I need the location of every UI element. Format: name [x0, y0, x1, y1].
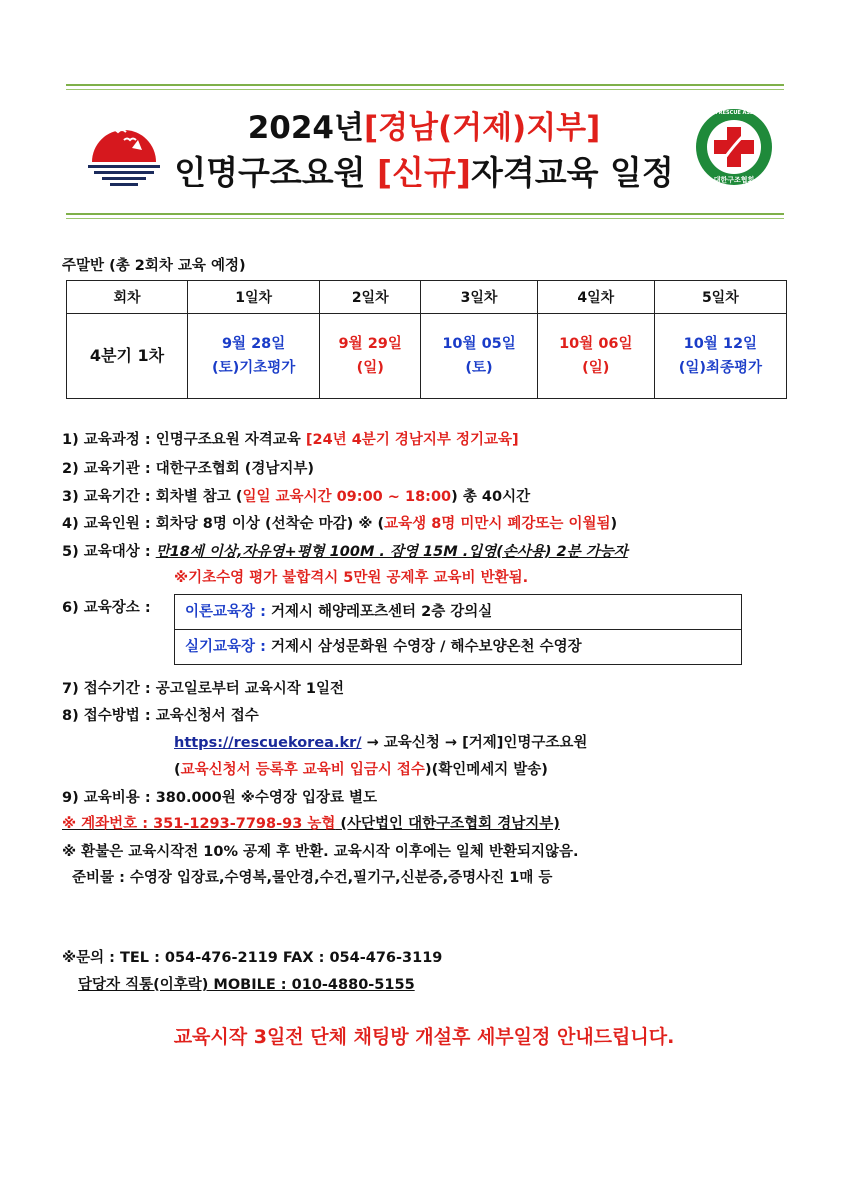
- item-reception-method: [62, 704, 259, 725]
- title-schedule: 자격교육 일정: [470, 153, 674, 192]
- item-target-text: 만18세 이상,자유영+평형 100M . 잠영 15M .입영(손사용) 2분 가능자: [155, 544, 628, 560]
- item-capacity-text: 회차당 8명 이상 (선착순 마감) ※ (: [155, 516, 385, 532]
- practice-label: 실기교육장 :: [185, 639, 271, 655]
- title-year: 2024년: [247, 110, 364, 146]
- item-capacity-red: 교육생 8명 미만시 폐강또는 이월됨: [384, 516, 611, 532]
- apply-path: [174, 731, 587, 752]
- apply-note: [174, 758, 548, 779]
- contact-phone: ※문의 : TEL : 054-476-2119 FAX : 054-476-3119: [62, 950, 443, 966]
- item-course-red: [24년 4분기 경남지부 정기교육]: [305, 432, 519, 448]
- title-line-2: [0, 147, 848, 194]
- title-course: 인명구조요원: [174, 153, 378, 192]
- header-day1: 1일차: [188, 281, 320, 314]
- logo-sub-text: 대한구조협회: [713, 176, 755, 184]
- item-period-red: 일일 교육시간 09:00 ~ 18:00: [242, 489, 452, 505]
- day4-note: (일): [582, 360, 610, 376]
- item-course-label: 1) 교육과정 :: [62, 432, 156, 448]
- location-box: [174, 594, 742, 665]
- item-target-label: 5) 교육대상 :: [62, 544, 156, 560]
- day4-date: 10월 06일: [559, 336, 633, 352]
- day1-cell: [188, 314, 320, 399]
- header-day4: 4일차: [537, 281, 654, 314]
- item-target-red: ※기초수영 평가 불합격시 5만원 공제후 교육비 반환됨.: [174, 570, 529, 586]
- day2-cell: [320, 314, 421, 399]
- header-day5: 5일차: [654, 281, 786, 314]
- item-course-text: 인명구조요원 자격교육: [155, 432, 306, 448]
- header-day2: 2일차: [320, 281, 421, 314]
- theory-label: 이론교육장 :: [185, 604, 271, 620]
- day2-note: (일): [356, 360, 384, 376]
- schedule-caption: 주말반 (총 2회차 교육 예정): [62, 258, 246, 274]
- apply-path-text: → 교육신청 → [거제]인명구조요원: [361, 735, 588, 751]
- preparation-list: 준비물 : 수영장 입장료,수영복,물안경,수건,필기구,신분증,증명사진 1매 등: [72, 870, 553, 886]
- header-round: 회차: [67, 281, 188, 314]
- theory-text: 거제시 해양레포츠센터 2층 강의실: [270, 604, 493, 620]
- item-reception-period-label: 7) 접수기간 :: [62, 681, 156, 697]
- day5-date: 10월 12일: [683, 336, 758, 352]
- account-line: [62, 812, 560, 833]
- header-day3: 3일차: [421, 281, 538, 314]
- apply-note-tail: )(확인메세지 발송): [424, 762, 548, 778]
- item-course: [62, 428, 519, 449]
- day1-note: (토)기초평가: [211, 360, 296, 376]
- day5-note: (일)최종평가: [678, 360, 762, 376]
- footer-notice: 교육시작 3일전 단체 채팅방 개설후 세부일정 안내드립니다.: [173, 1026, 675, 1048]
- item-capacity-tail: ): [610, 516, 618, 532]
- theory-location: [175, 595, 741, 630]
- account-label: ※ 계좌번호 :: [62, 816, 154, 832]
- day3-cell: [421, 314, 538, 399]
- day3-note: (토): [465, 360, 493, 376]
- refund-policy: ※ 환불은 교육시작전 10% 공제 후 반환. 교육시작 이후에는 일체 반환되지않음.: [62, 844, 579, 860]
- day1-date: 9월 28일: [221, 336, 286, 352]
- item-fee: [62, 786, 377, 807]
- title-branch: [경남(거제)지부]: [363, 110, 601, 146]
- item-period-tail: ) 총 40시간: [451, 489, 531, 505]
- item-period-label: 3) 교육기간 :: [62, 489, 156, 505]
- item-period-text: 회차별 참고 (: [155, 489, 243, 505]
- practice-text: 거제시 삼성문화원 수영장 / 해수보양온천 수영장: [270, 639, 582, 655]
- item-institution-label: 2) 교육기관 :: [62, 461, 156, 477]
- schedule-table: [66, 280, 787, 399]
- item-reception-method-label: 8) 접수방법 :: [62, 708, 156, 724]
- apply-note-open: (: [174, 762, 181, 778]
- day4-cell: [537, 314, 654, 399]
- item-institution: [62, 457, 314, 478]
- item-period: [62, 485, 530, 506]
- item-fee-label: 9) 교육비용 :: [62, 790, 156, 806]
- row-label: 4분기 1차: [67, 314, 188, 399]
- account-number: 351-1293-7798-93 농협: [153, 816, 336, 832]
- day5-cell: [654, 314, 786, 399]
- bottom-divider: [66, 213, 784, 219]
- item-target: [62, 540, 628, 561]
- item-capacity: [62, 512, 617, 533]
- item-reception-period-text: 공고일로부터 교육시작 1일전: [155, 681, 344, 697]
- day3-date: 10월 05일: [442, 336, 516, 352]
- item-institution-text: 대한구조협회 (경남지부): [155, 461, 315, 477]
- item-capacity-label: 4) 교육인원 :: [62, 516, 156, 532]
- schedule-row: [67, 314, 787, 399]
- apply-url-link[interactable]: https://rescuekorea.kr/: [174, 735, 362, 751]
- item-reception-method-text: 교육신청서 접수: [155, 708, 259, 724]
- account-owner: (사단법인 대한구조협회 경남지부): [335, 816, 560, 832]
- contact-mobile: 담당자 직통(이후락) MOBILE : 010-4880-5155: [78, 977, 415, 993]
- title-new-tag: [신규]: [377, 153, 471, 192]
- item-location-label: 6) 교육장소 :: [62, 600, 151, 616]
- item-fee-text: 380.000원 ※수영장 입장료 별도: [155, 790, 378, 806]
- day2-date: 9월 29일: [338, 336, 402, 352]
- item-reception-period: [62, 677, 344, 698]
- schedule-header-row: [67, 281, 787, 314]
- title-line-1: [0, 102, 848, 147]
- top-divider: [66, 84, 784, 90]
- logo-ring-text: KOREA RESCUE ASSOCIATION: [698, 110, 781, 116]
- practice-location: [175, 630, 741, 664]
- apply-note-red: 교육신청서 등록후 교육비 입금시 접수: [180, 762, 425, 778]
